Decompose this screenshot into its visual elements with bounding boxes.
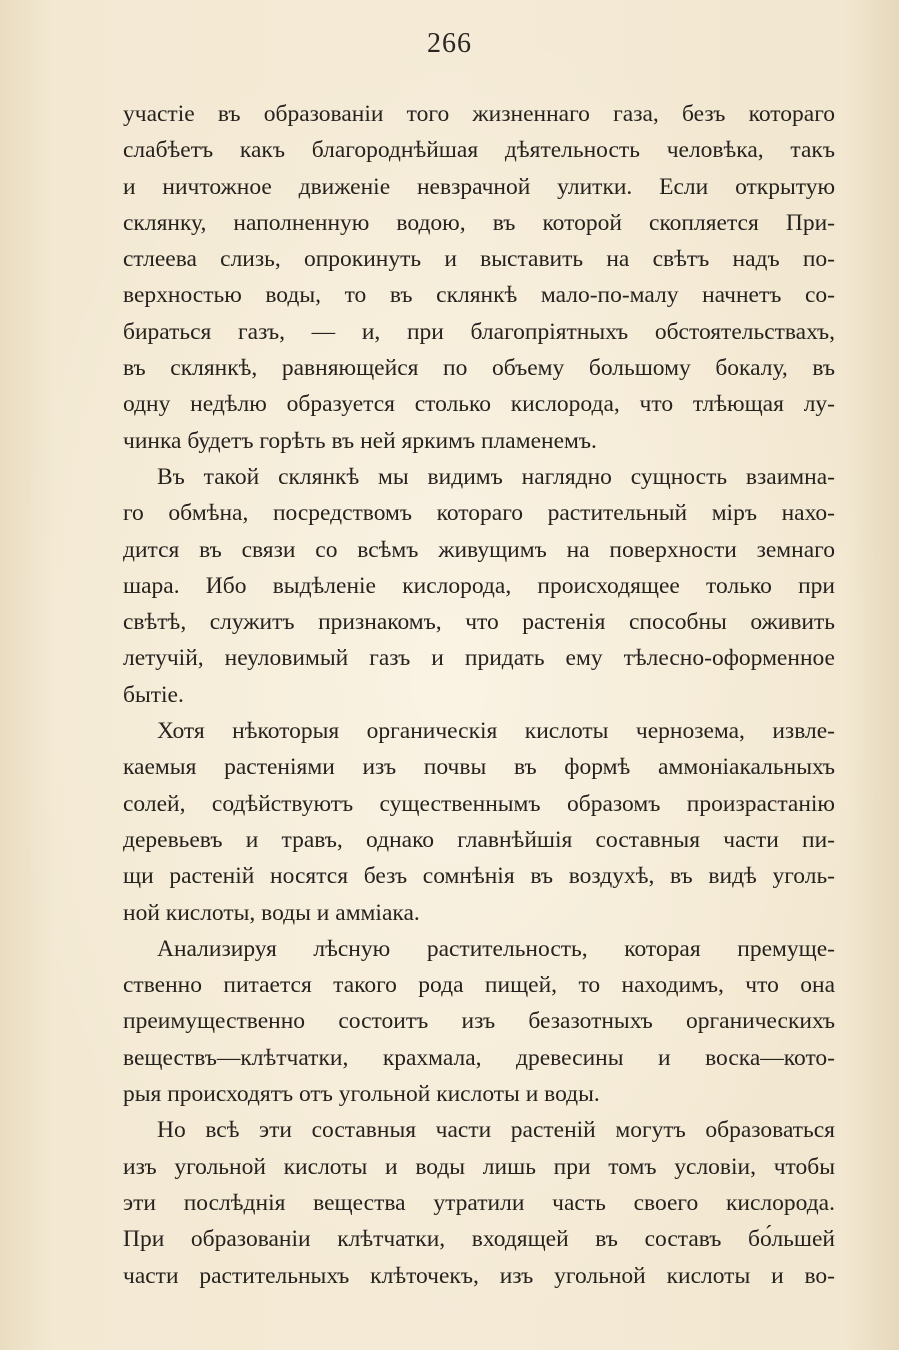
text-line: и ничтожное движеніе невзрачной улитки. Если открытую <box>123 173 835 200</box>
text-line: ной кислоты, воды и амміака. <box>123 899 420 926</box>
paragraph <box>123 459 835 713</box>
paragraph <box>123 1112 835 1293</box>
text-line: одну недѣлю образуется столько кислорода, что тлѣющая лу- <box>123 391 835 418</box>
text-line: свѣтѣ, служитъ признакомъ, что растенія способны оживить <box>123 609 835 636</box>
text-line: При образованіи клѣтчатки, входящей въ составъ бо́льшей <box>123 1226 835 1253</box>
text-line: чинка будетъ горѣть въ ней яркимъ пламенемъ. <box>123 427 597 454</box>
paragraph <box>123 713 835 931</box>
text-line: деревьевъ и травъ, однако главнѣйшія составныя части пи- <box>123 826 835 853</box>
body-text <box>123 96 835 1294</box>
page-number: 266 <box>427 28 472 59</box>
text-line: летучій, неуловимый газъ и придать ему тѣлесно-оформенное <box>123 645 835 672</box>
text-line: склянку, наполненную водою, въ которой скопляется При- <box>123 209 835 236</box>
text-line: го обмѣна, посредствомъ котораго растительный міръ нахо- <box>123 500 835 527</box>
text-line: части растительныхъ клѣточекъ, изъ угольной кислоты и во- <box>123 1262 835 1289</box>
paragraph <box>123 96 835 459</box>
text-line: рыя происходятъ отъ угольной кислоты и воды. <box>123 1081 600 1108</box>
text-line: дится въ связи со всѣмъ живущимъ на поверхности земнаго <box>123 536 835 563</box>
text-line: Но всѣ эти составныя части растеній могутъ образоваться <box>157 1117 835 1144</box>
text-line: эти послѣднія вещества утратили часть своего кислорода. <box>123 1189 835 1216</box>
text-line: Хотя нѣкоторыя органическія кислоты чернозема, извле- <box>157 718 835 745</box>
text-line: въ склянкѣ, равняющейся по объему большому бокалу, въ <box>123 355 835 382</box>
text-line: стлеева слизь, опрокинуть и выставить на свѣтъ надъ по- <box>123 246 835 273</box>
text-line: участіе въ образованіи того жизненнаго газа, безъ котораго <box>123 101 835 127</box>
text-line: Анализируя лѣсную растительность, которая премуще- <box>157 935 835 962</box>
text-line: щи растеній носятся безъ сомнѣнія въ воздухѣ, въ видѣ уголь- <box>123 863 835 890</box>
text-line: шара. Ибо выдѣленіе кислорода, происходящее только при <box>123 572 835 599</box>
text-line: верхностью воды, то въ склянкѣ мало-по-малу начнетъ со- <box>123 282 835 309</box>
text-line: слабѣетъ какъ благороднѣйшая дѣятельность человѣка, такъ <box>123 137 835 164</box>
text-line: бираться газъ, — и, при благопріятныхъ обстоятельствахъ, <box>123 318 835 345</box>
text-line: изъ угольной кислоты и воды лишь при томъ условіи, чтобы <box>123 1153 835 1180</box>
text-line: бытіе. <box>123 681 184 708</box>
text-line: каемыя растеніями изъ почвы въ формѣ аммоніакальныхъ <box>123 754 835 781</box>
text-line: ственно питается такого рода пищей, то находимъ, что она <box>123 972 835 999</box>
text-line: солей, содѣйствуютъ существеннымъ образомъ произрастанію <box>123 790 835 817</box>
text-line: Въ такой склянкѣ мы видимъ наглядно сущность взаимна- <box>157 463 835 490</box>
text-line: веществъ—клѣтчатки, крахмала, древесины и воска—кото- <box>123 1044 835 1071</box>
text-line: преимущественно состоитъ изъ безазотныхъ органическихъ <box>123 1008 835 1035</box>
paragraph <box>123 931 835 1112</box>
